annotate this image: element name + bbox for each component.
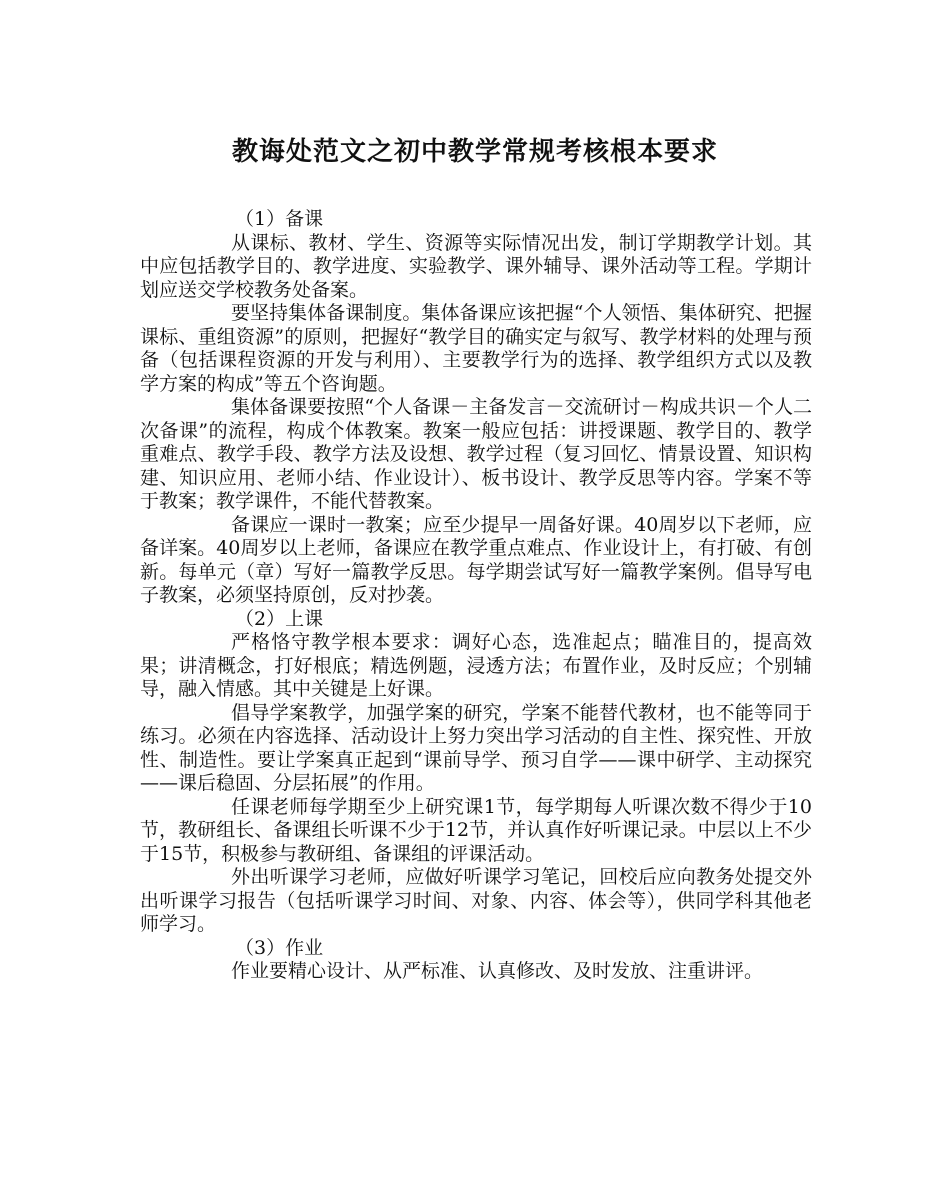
paragraph: 严格恪守教学根本要求：调好心态，选准起点；瞄准目的，提高效果；讲清概念，打好根底；精选例题，浸透方法；布置作业，及时反应；个别辅导，融入情感。其中关键是上好课。 <box>140 631 812 700</box>
paragraph: 倡导学案教学，加强学案的研究，学案不能替代教材，也不能等同于练习。必须在内容选择、活动设计上努力突出学习活动的自主性、探究性、开放性、制造性。要让学案真正起到“课前导学、预习自学——课中研学、主动探究——课后稳固、分层拓展”的作用。 <box>140 701 812 794</box>
section-heading-homework: （3）作业 <box>235 936 324 959</box>
paragraph: 任课老师每学期至少上研究课1节，每学期每人听课次数不得少于10节，教研组长、备课组长听课不少于12节，并认真作好听课记录。中层以上不少于15节，积极参与教研组、备课组的评课活动。 <box>140 795 812 865</box>
document-body <box>140 208 812 984</box>
paragraph: 备课应一课时一教案；应至少提早一周备好课。40周岁以下老师，应备详案。40周岁以上老师，备课应在教学重点难点、作业设计上，有打破、有创新。每单元（章）写好一篇教学反思。每学期尝试写好一篇教学案例。倡导写电子教案，必须坚持原创，反对抄袭。 <box>140 513 812 606</box>
paragraph: 外出听课学习老师，应做好听课学习笔记，回校后应向教务处提交外出听课学习报告（包括听课学习时间、对象、内容、体会等），供同学科其他老师学习。 <box>140 866 812 935</box>
paragraph: 集体备课要按照“个人备课－主备发言－交流研讨－构成共识－个人二次备课”的流程，构成个体教案。教案一般应包括：讲授课题、教学目的、教学重难点、教学手段、教学方法及设想、教学过程（复习回忆、情景设置、知识构建、知识应用、老师小结、作业设计）、板书设计、教学反思等内容。学案不等于教案；教学课件，不能代替教案。 <box>140 396 812 512</box>
paragraph: 要坚持集体备课制度。集体备课应该把握“个人领悟、集体研究、把握课标、重组资源”的原则，把握好“教学目的确实定与叙写、教学材料的处理与预备（包括课程资源的开发与利用）、主要教学行为的选择、教学组织方式以及教学方案的构成”等五个咨询题。 <box>140 302 812 395</box>
section-heading-class: （2）上课 <box>235 607 324 630</box>
paragraph: 从课标、教材、学生、资源等实际情况出发，制订学期教学计划。其中应包括教学目的、教学进度、实验教学、课外辅导、课外活动等工程。学期计划应送交学校教务处备案。 <box>140 231 812 301</box>
document-title: 教诲处范文之初中教学常规考核根本要求 <box>231 137 718 167</box>
paragraph: 作业要精心设计、从严标准、认真修改、及时发放、注重讲评。 <box>231 960 764 982</box>
section-heading-prep: （1）备课 <box>235 208 324 230</box>
